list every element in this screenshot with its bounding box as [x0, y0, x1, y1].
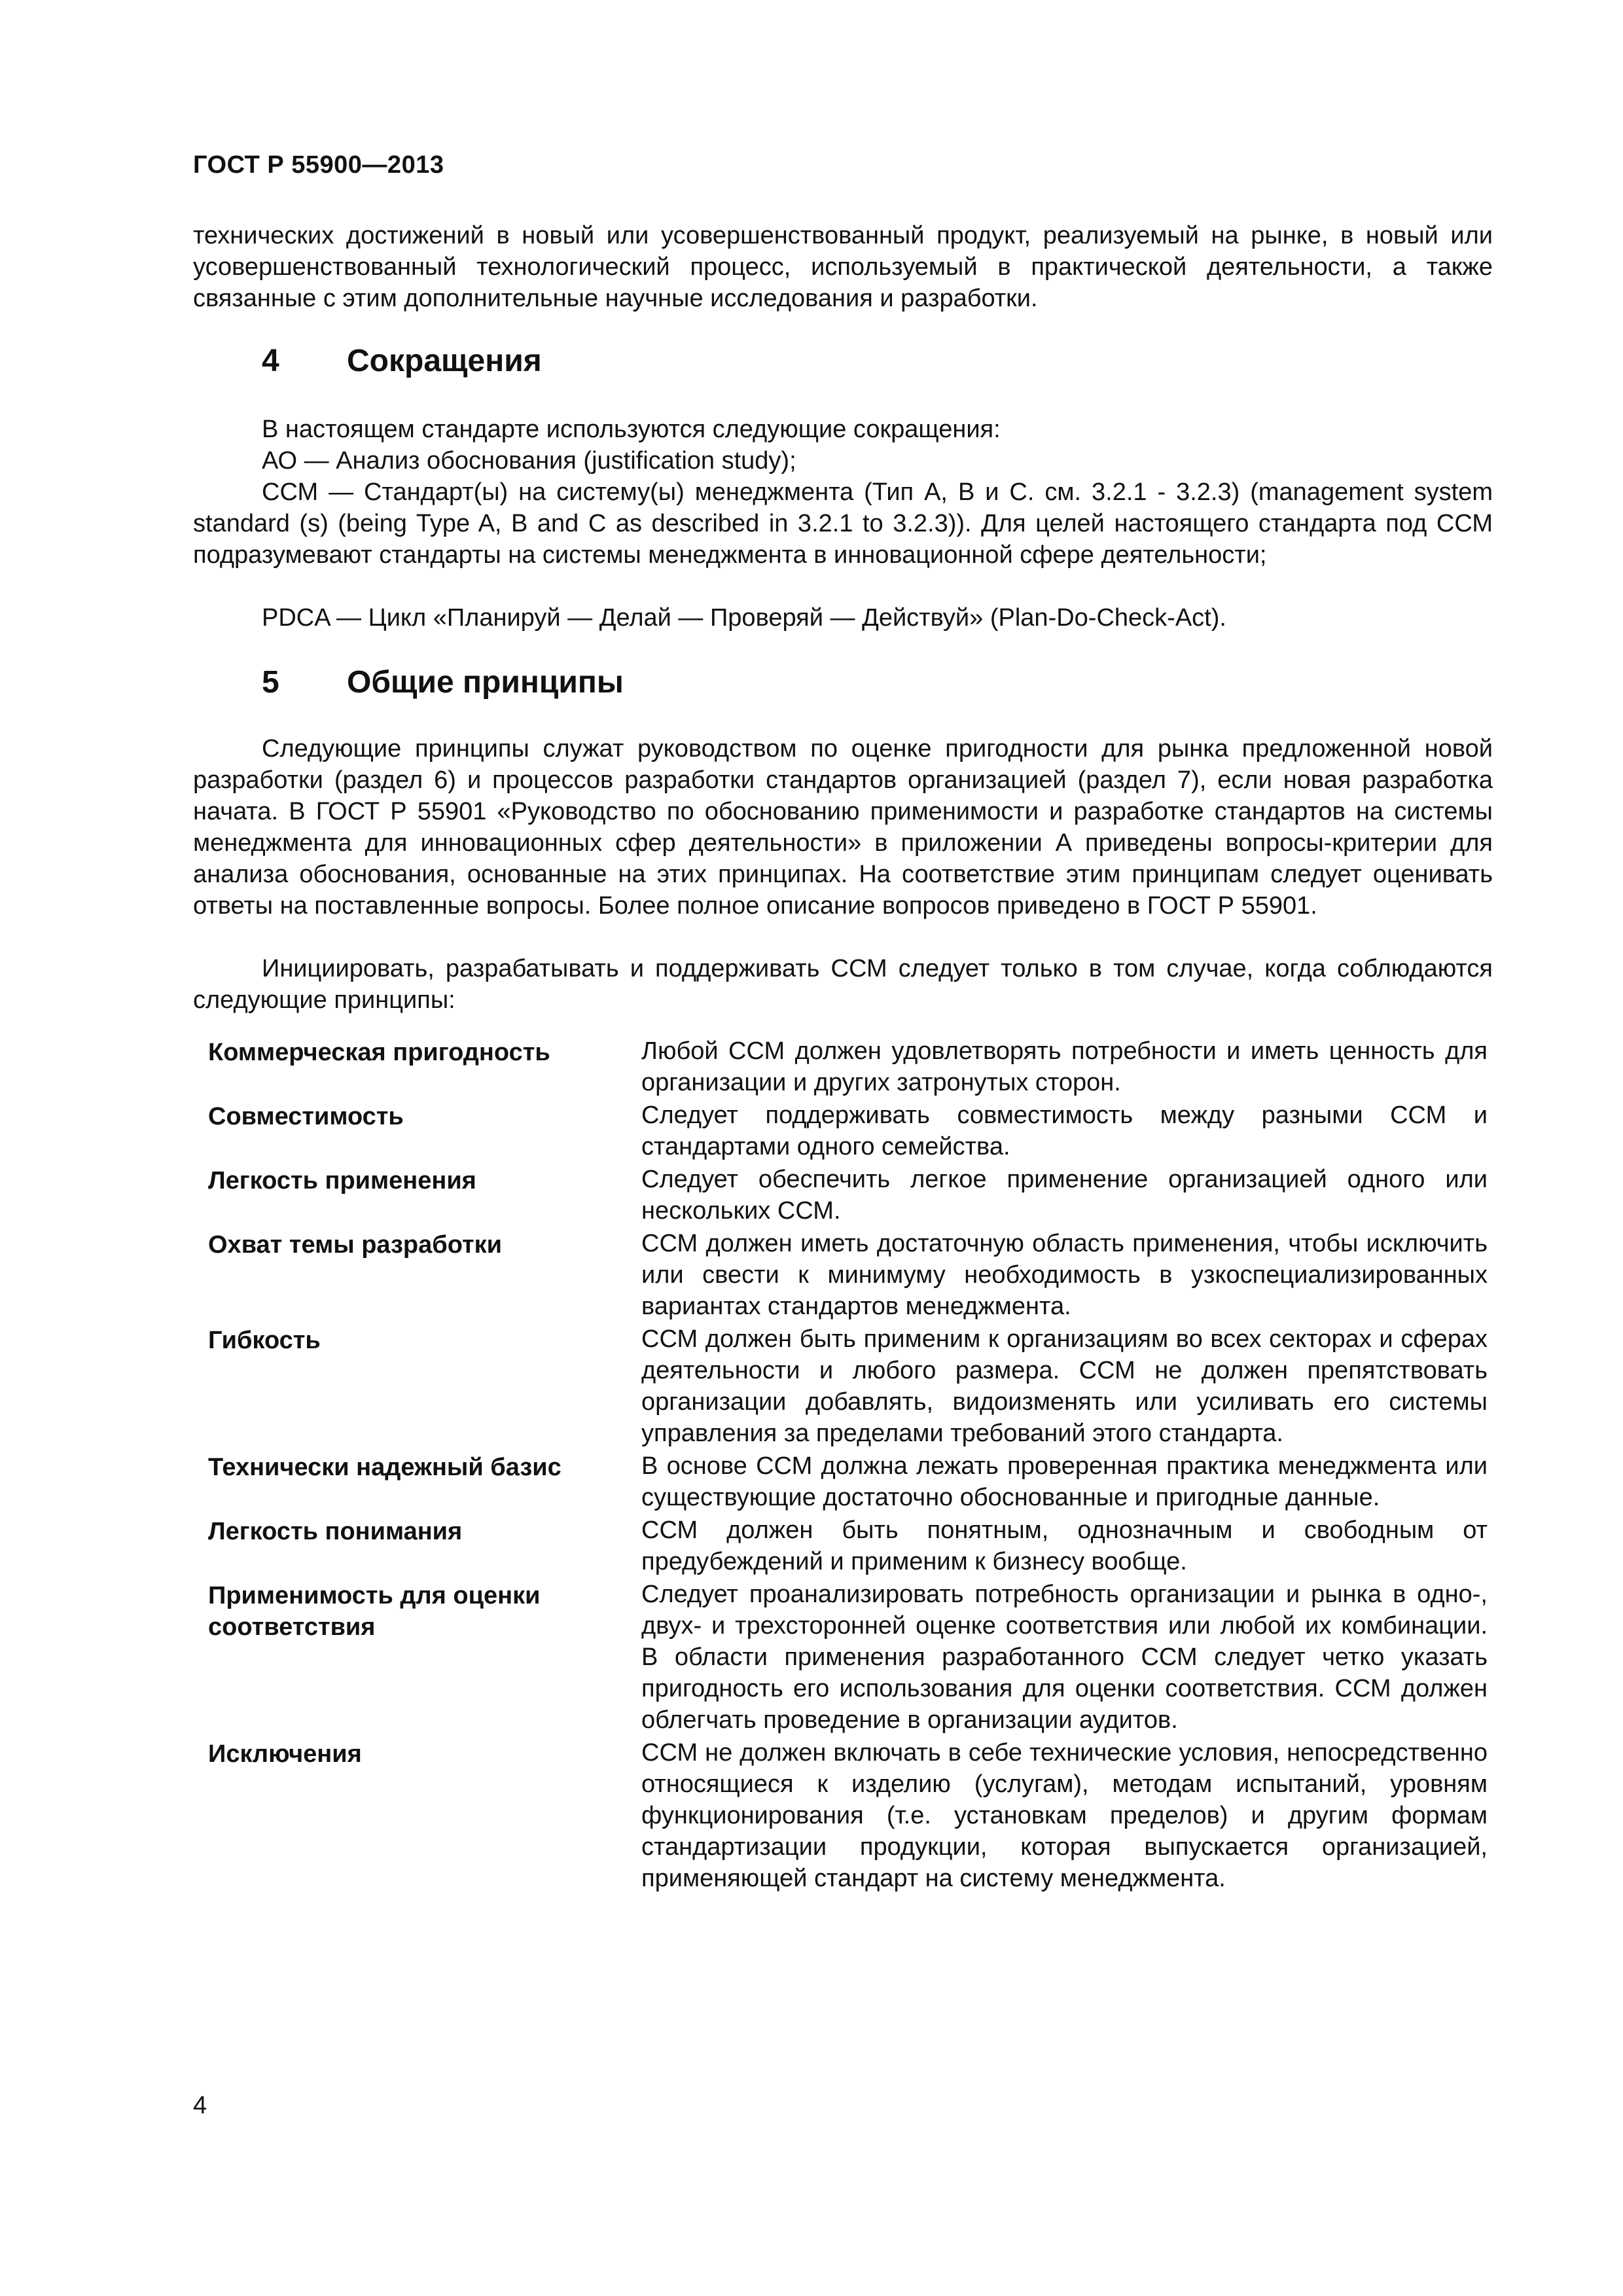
principle-row	[208, 1515, 1491, 1577]
principle-row	[208, 1450, 1491, 1513]
principle-term: Технически надежный базис	[208, 1454, 562, 1481]
principle-definition: Следует обеспечить легкое применение организацией одного или нескольких ССМ.	[641, 1166, 1488, 1225]
document-code: ГОСТ Р 55900—2013	[193, 151, 444, 179]
section-5-heading	[262, 663, 624, 702]
abbreviations-intro: В настоящем стандарте используются следующие сокращения:	[262, 416, 1001, 443]
principles-paragraph-1: Следующие принципы служат руководством по оценке пригодности для рынка предложенной новой разработки (раздел 6) и процессов разработки стандартов организацией (раздел 7), если новая разработка начата. В ГОСТ Р 55901 «Руководство по обоснованию применимости и разработке стандартов на системы менеджмента для инновационных сфер деятельности» в приложении А приведены вопросы-критерии для анализа обоснования, основанные на этих принципах. На соответствие этим принципам следует оценивать ответы на поставленные вопросы. Более полное описание вопросов приведено в ГОСТ Р 55901.	[193, 735, 1493, 920]
principle-definition: ССМ должен быть применим к организациям во всех секторах и сферах деятельности и любого размера. ССМ не должен препятствовать организации добавлять, видоизменять или усиливать его системы управления за пределами требований этого стандарта.	[641, 1325, 1488, 1447]
principle-term: Гибкость	[208, 1327, 321, 1354]
intro-continuation: технических достижений в новый или усовершенствованный продукт, реализуемый на рынке, в новый или усовершенствованный технологический процесс, используемый в практической деятельности, а также связанные с этим дополнительные научные исследования и разработки.	[193, 222, 1493, 312]
principle-term: Легкость применения	[208, 1167, 476, 1194]
principle-term: Исключения	[208, 1740, 362, 1768]
principle-row	[208, 1323, 1491, 1449]
principle-row	[208, 1228, 1491, 1322]
principle-row	[208, 1579, 1491, 1736]
principles-paragraph-2: Инициировать, разрабатывать и поддерживать ССМ следует только в том случае, когда соблюдаются следующие принципы:	[193, 955, 1493, 1014]
principle-term: Применимость для оценки соответствия	[208, 1582, 541, 1641]
principle-definition: ССМ должен быть понятным, однозначным и свободным от предубеждений и применим к бизнесу вообще.	[641, 1516, 1488, 1575]
abbreviation-ssm: ССМ — Стандарт(ы) на систему(ы) менеджмента (Тип А, В и С. см. 3.2.1 - 3.2.3) (management system standard (s) (being Type A, B and C as described in 3.2.1 to 3.2.3)). Для целей настоящего стандарта под ССМ подразумевают стандарты на системы менеджмента в инновационной сфере деятельности;	[193, 478, 1493, 569]
principle-row	[208, 1100, 1491, 1162]
principle-term: Легкость понимания	[208, 1518, 463, 1545]
section-4-number: 4	[262, 344, 279, 378]
principles-table	[208, 1035, 1491, 1895]
principle-term: Охват темы разработки	[208, 1231, 502, 1259]
abbreviation-ao: АО — Анализ обоснования (justification study);	[262, 447, 796, 475]
principle-row	[208, 1164, 1491, 1227]
abbreviation-pdca: PDCA — Цикл «Планируй — Делай — Проверяй — Действуй» (Plan-Do-Check-Act).	[262, 604, 1226, 632]
principle-definition: В основе ССМ должна лежать проверенная практика менеджмента или существующие достаточно обоснованные и пригодные данные.	[641, 1452, 1488, 1511]
section-4-heading	[262, 342, 542, 381]
principle-definition: Следует проанализировать потребность организации и рынка в одно-, двух- и трехсторонней оценке соответствия или любой их комбинации. В области применения разработанного ССМ следует четко указать пригодность его использования для оценки соответствия. ССМ должен облегчать проведение в организации аудитов.	[641, 1581, 1488, 1734]
principle-term: Совместимость	[208, 1103, 404, 1130]
section-4-title: Сокращения	[347, 344, 542, 378]
section-5-number: 5	[262, 665, 279, 700]
principle-row	[208, 1737, 1491, 1894]
principle-term: Коммерческая пригодность	[208, 1039, 550, 1066]
principle-row	[208, 1035, 1491, 1098]
principle-definition: ССМ должен иметь достаточную область применения, чтобы исключить или свести к минимуму необходимость в узкоспециализированных вариантах стандартов менеджмента.	[641, 1230, 1488, 1320]
page-number: 4	[193, 2092, 207, 2119]
principle-definition: Следует поддерживать совместимость между разными ССМ и стандартами одного семейства.	[641, 1102, 1488, 1160]
section-5-title: Общие принципы	[347, 665, 624, 700]
principle-definition: ССМ не должен включать в себе технические условия, непосредственно относящиеся к изделию (услугам), методам испытаний, уровням функционирования (т.е. установкам пределов) и другим формам стандартизации продукции, которая выпускается организацией, применяющей стандарт на систему менеджмента.	[641, 1739, 1488, 1892]
principle-definition: Любой ССМ должен удовлетворять потребности и иметь ценность для организации и других затронутых сторон.	[641, 1037, 1488, 1096]
